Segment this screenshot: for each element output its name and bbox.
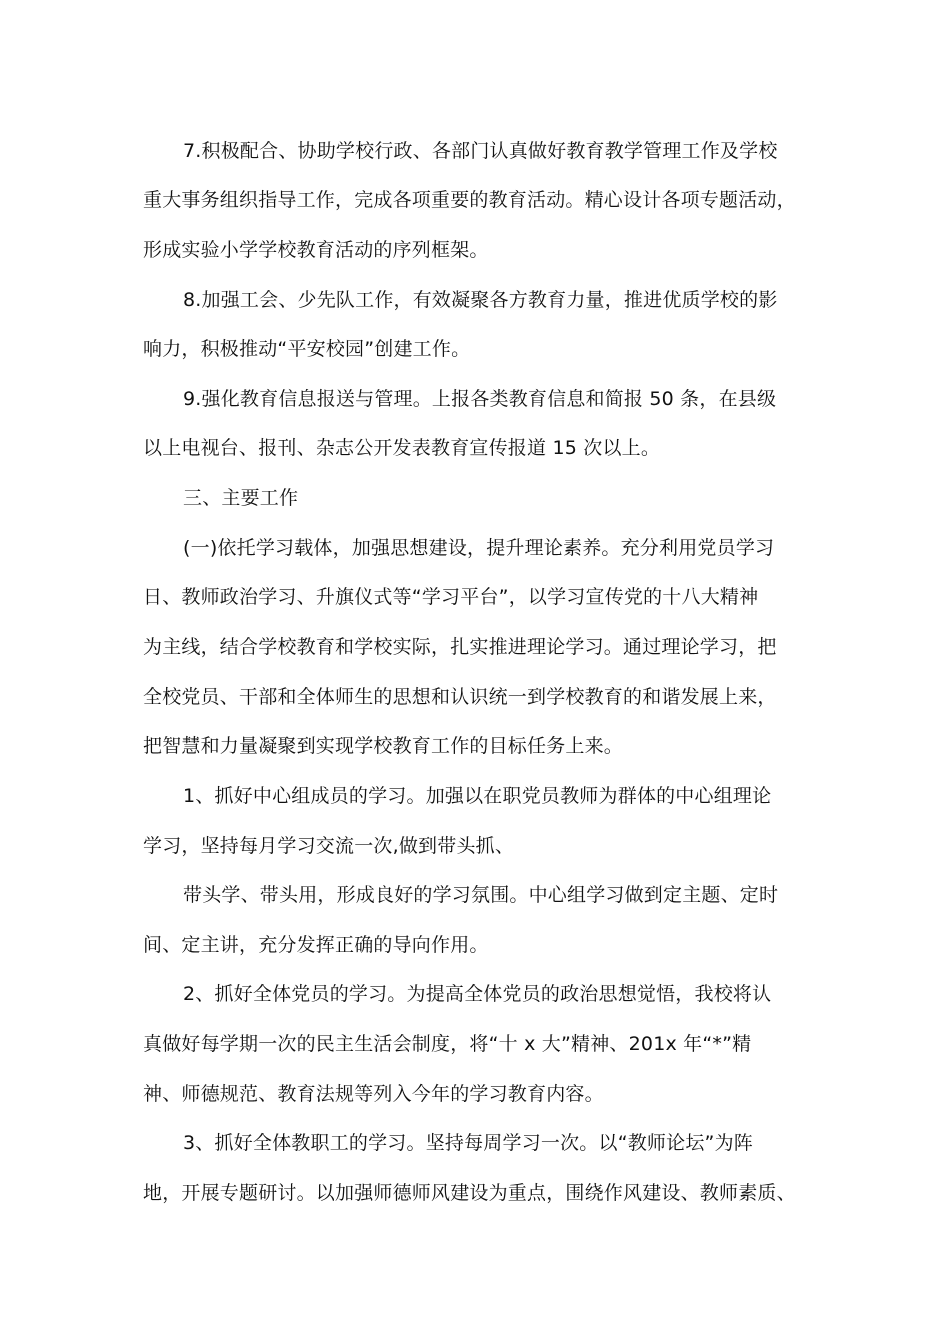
paragraph-line: 以上电视台、报刊、杂志公开发表教育宣传报道 15 次以上。 [143,437,661,459]
paragraph-line: 间、定主讲，充分发挥正确的导向作用。 [143,934,489,956]
paragraph-line: 带头学、带头用，形成良好的学习氛围。中心组学习做到定主题、定时 [183,884,779,906]
paragraph-line: 真做好每学期一次的民主生活会制度，将“十 x 大”精神、201x 年“*”精 [143,1033,752,1055]
paragraph-line: 1、抓好中心组成员的学习。加强以在职党员教师为群体的中心组理论 [183,785,772,807]
paragraph-line: 为主线，结合学校教育和学校实际，扎实推进理论学习。通过理论学习，把 [143,636,777,658]
paragraph-line: 9.强化教育信息报送与管理。上报各类教育信息和简报 50 条，在县级 [183,388,777,410]
paragraph-line: 7.积极配合、协助学校行政、各部门认真做好教育教学管理工作及学校 [183,140,778,162]
paragraph-line: 全校党员、干部和全体师生的思想和认识统一到学校教育的和谐发展上来， [143,686,777,708]
paragraph-line: 神、师德规范、教育法规等列入今年的学习教育内容。 [143,1083,604,1105]
paragraph-line: 地，开展专题研讨。以加强师德师风建设为重点，围绕作风建设、教师素质、 [143,1182,796,1204]
paragraph-line: 3、抓好全体教职工的学习。坚持每周学习一次。以“教师论坛”为阵 [183,1132,753,1154]
paragraph-line: 学习，坚持每月学习交流一次,做到带头抓、 [143,835,515,857]
paragraph-line: 重大事务组织指导工作，完成各项重要的教育活动。精心设计各项专题活动， [143,189,796,211]
section-heading: 三、主要工作 [183,487,299,509]
paragraph-line: 8.加强工会、少先队工作，有效凝聚各方教育力量，推进优质学校的影 [183,289,778,311]
paragraph-line: 响力，积极推动“平安校园”创建工作。 [143,338,471,360]
paragraph-line: 把智慧和力量凝聚到实现学校教育工作的目标任务上来。 [143,735,624,757]
paragraph-line: 日、教师政治学习、升旗仪式等“学习平台”，以学习宣传党的十八大精神 [143,586,759,608]
paragraph-line: 2、抓好全体党员的学习。为提高全体党员的政治思想觉悟，我校将认 [183,983,772,1005]
paragraph-line: (一)依托学习载体，加强思想建设，提升理论素养。充分利用党员学习 [183,537,775,559]
paragraph-line: 形成实验小学学校教育活动的序列框架。 [143,239,489,261]
